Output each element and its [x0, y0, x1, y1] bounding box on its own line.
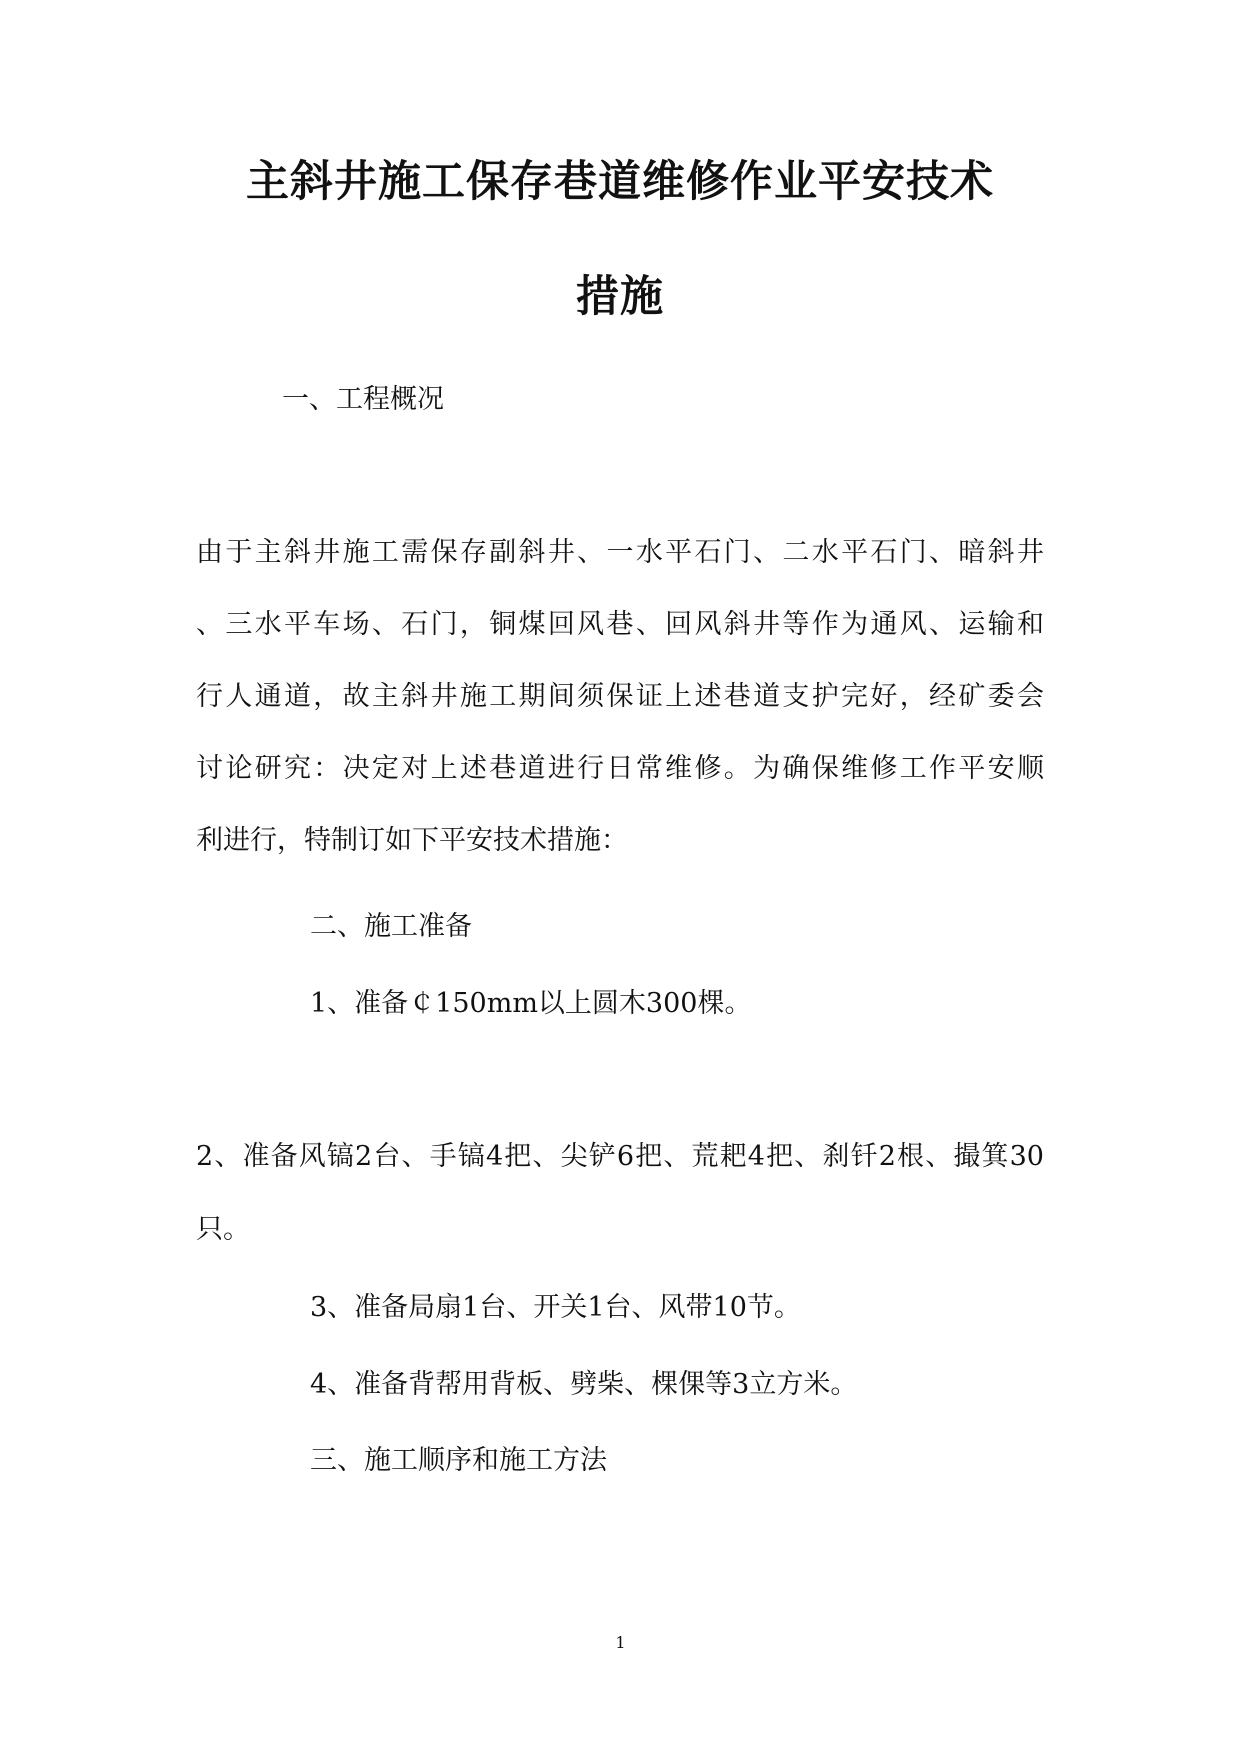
- paragraph-line: 讨论研究：决定对上述巷道进行日常维修。为确保维修工作平安顺: [196, 753, 1044, 784]
- paragraph-line: 、三水平车场、石门，铜煤回风巷、回风斜井等作为通风、运输和: [196, 609, 1044, 640]
- document-title-line-1: 主斜井施工保存巷道维修作业平安技术: [246, 157, 994, 207]
- section-heading-construction: 三、施工顺序和施工方法: [310, 1445, 607, 1476]
- section-heading-overview: 一、工程概况: [282, 384, 444, 415]
- paragraph-line: 行人通道，故主斜井施工期间须保证上述巷道支护完好，经矿委会: [196, 681, 1044, 712]
- page-number: 1: [615, 1633, 626, 1652]
- list-item-2-line-2: 只。: [196, 1214, 250, 1245]
- list-item-1: 1、准备￠150mm以上圆木300棵。: [310, 988, 752, 1019]
- paragraph-line: 由于主斜井施工需保存副斜井、一水平石门、二水平石门、暗斜井: [196, 537, 1044, 568]
- paragraph-line: 利进行，特制订如下平安技术措施：: [196, 825, 628, 856]
- list-item-3: 3、准备局扇1台、开关1台、风带10节。: [310, 1292, 801, 1323]
- list-item-4: 4、准备背帮用背板、劈柴、棵倮等3立方米。: [310, 1369, 858, 1400]
- list-item-2-line-1: 2、准备风镐2台、手镐4把、尖铲6把、荒耙4把、刹钎2根、撮箕30: [196, 1141, 1044, 1172]
- document-title-line-2: 措施: [576, 272, 664, 322]
- section-heading-preparation: 二、施工准备: [310, 911, 472, 942]
